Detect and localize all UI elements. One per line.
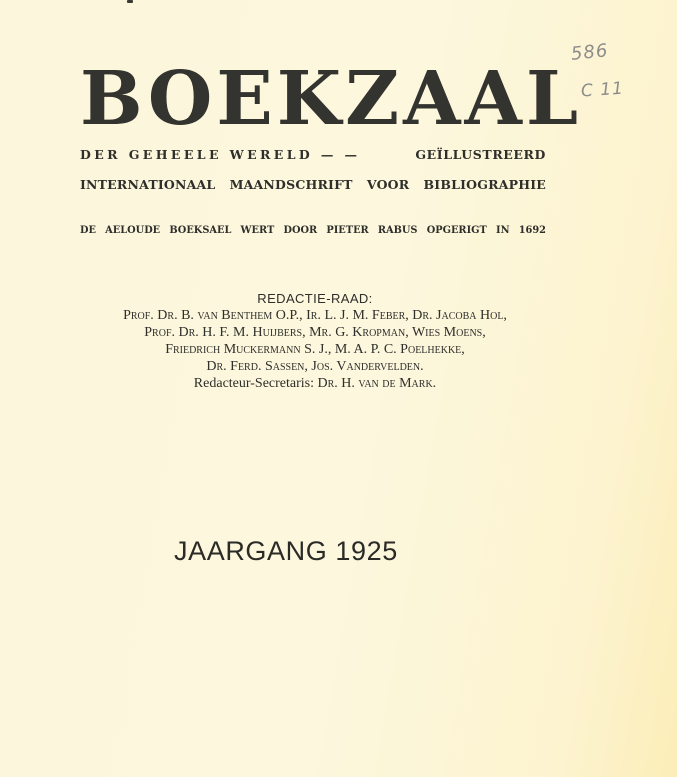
editorial-board-line-2: Prof. Dr. H. F. M. Huijbers, Mr. G. Kropman, Wies Moens, [144, 325, 486, 340]
handwritten-note-code: C 11 [580, 78, 625, 102]
journal-title: BOEKZAAL [80, 56, 582, 142]
editorial-board-line-1: Prof. Dr. B. van Benthem O.P., Ir. L. J. M. Feber, Dr. Jacoba Hol, [123, 308, 507, 323]
ink-speck [127, 0, 133, 3]
editorial-board-line-4: Dr. Ferd. Sassen, Jos. Vandervelden. [206, 359, 424, 374]
handwritten-note-shelfmark: 586 [570, 40, 610, 65]
founding-line: DE AELOUDE BOEKSAEL WERT DOOR PIETER RABUS OPGERIGT IN 1692 [80, 225, 546, 236]
editorial-board-heading: REDACTIE-RAAD: [257, 291, 373, 306]
subtitle-row [80, 147, 546, 162]
secretary-label: Redacteur-Secretaris: [193, 376, 315, 391]
editorial-board-line-3: Friedrich Muckermann S. J., M. A. P. C. Poelhekke, [165, 342, 465, 357]
volume-year: JAARGANG 1925 [174, 536, 398, 566]
editorial-secretary-line [70, 375, 560, 392]
subtitle-left: DER GEHEELE WERELD — — [80, 147, 361, 162]
editorial-board [70, 290, 560, 392]
journal-description: INTERNATIONAAL MAANDSCHRIFT VOOR BIBLIOGRAPHIE [80, 177, 546, 192]
subtitle-right: GEÏLLUSTREERD [415, 147, 546, 162]
secretary-name: Dr. H. van de Mark. [317, 376, 437, 391]
